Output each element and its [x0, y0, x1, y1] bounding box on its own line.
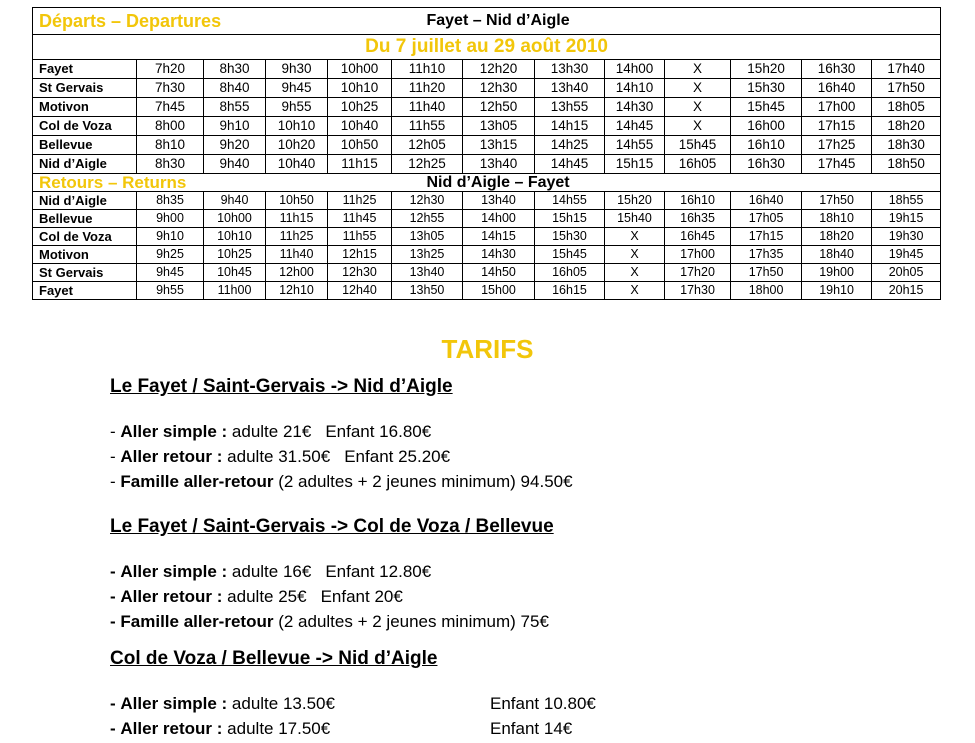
time-cell: X — [665, 60, 731, 79]
bullet-dash: - — [110, 472, 116, 491]
time-cell: 17h35 — [731, 246, 802, 264]
time-cell: 9h10 — [204, 117, 266, 136]
fare-type-label: Aller retour : — [120, 719, 223, 738]
timetable — [32, 7, 941, 300]
stop-name: St Gervais — [33, 264, 137, 282]
time-cell: 13h40 — [392, 264, 463, 282]
time-cell: 16h40 — [802, 79, 872, 98]
departures-row — [33, 117, 941, 136]
time-cell: 11h45 — [328, 210, 392, 228]
time-cell: 16h35 — [665, 210, 731, 228]
time-cell: 17h25 — [802, 136, 872, 155]
time-cell: 18h20 — [872, 117, 941, 136]
child-fare: Enfant 16.80€ — [325, 422, 432, 441]
child-fare: Enfant 10.80€ — [490, 694, 596, 713]
time-cell: 14h15 — [463, 228, 535, 246]
time-cell: 16h05 — [535, 264, 605, 282]
adult-fare: (2 adultes + 2 jeunes minimum) 75€ — [278, 612, 549, 631]
time-cell: 13h55 — [535, 98, 605, 117]
bullet-dash: - — [110, 422, 116, 441]
time-cell: 16h45 — [665, 228, 731, 246]
returns-label: Retours – Returns — [33, 174, 266, 192]
time-cell: 11h40 — [392, 98, 463, 117]
time-cell: 12h20 — [463, 60, 535, 79]
fare-type-label: Aller simple : — [120, 694, 228, 713]
time-cell: X — [605, 228, 665, 246]
time-cell: 8h00 — [137, 117, 204, 136]
tarif-section-heading: Col de Voza / Bellevue -> Nid d’Aigle — [110, 648, 438, 669]
time-cell: 8h10 — [137, 136, 204, 155]
time-cell: 11h00 — [204, 282, 266, 300]
time-cell: 15h00 — [463, 282, 535, 300]
time-cell: 10h10 — [266, 117, 328, 136]
time-cell: 8h30 — [137, 155, 204, 174]
time-cell: 7h20 — [137, 60, 204, 79]
time-cell: 9h55 — [266, 98, 328, 117]
returns-route: Nid d’Aigle – Fayet — [266, 174, 731, 192]
time-cell: 13h40 — [463, 155, 535, 174]
time-cell: 14h55 — [605, 136, 665, 155]
time-cell: 9h10 — [137, 228, 204, 246]
time-cell: X — [605, 246, 665, 264]
time-cell: 13h40 — [535, 79, 605, 98]
tarif-section-heading: Le Fayet / Saint-Gervais -> Col de Voza / Bellevue — [110, 516, 554, 537]
time-cell: 15h40 — [605, 210, 665, 228]
time-cell: 12h40 — [328, 282, 392, 300]
time-cell: 11h25 — [328, 192, 392, 210]
time-cell: 16h00 — [731, 117, 802, 136]
time-cell: 18h40 — [802, 246, 872, 264]
time-cell: 19h30 — [872, 228, 941, 246]
fare-type-label: Aller retour : — [120, 447, 223, 466]
bullet-dash: - — [110, 587, 116, 606]
returns-row — [33, 264, 941, 282]
departures-header-row — [33, 8, 941, 35]
time-cell: 15h45 — [665, 136, 731, 155]
tarif-line — [110, 584, 930, 609]
time-cell: 14h15 — [535, 117, 605, 136]
time-cell: 18h55 — [872, 192, 941, 210]
time-cell: 12h30 — [463, 79, 535, 98]
time-cell: 17h15 — [802, 117, 872, 136]
stop-name: Motivon — [33, 246, 137, 264]
returns-header-row — [33, 174, 941, 192]
time-cell: 15h15 — [535, 210, 605, 228]
time-cell: 10h10 — [204, 228, 266, 246]
departures-row — [33, 79, 941, 98]
bullet-dash: - — [110, 719, 116, 738]
time-cell: 17h45 — [802, 155, 872, 174]
returns-row — [33, 228, 941, 246]
time-cell: 14h55 — [535, 192, 605, 210]
time-cell: 13h40 — [463, 192, 535, 210]
time-cell: 17h00 — [665, 246, 731, 264]
adult-fare: adulte 17.50€ — [227, 719, 331, 738]
time-cell: 10h00 — [204, 210, 266, 228]
adult-fare: adulte 13.50€ — [231, 694, 335, 713]
tarifs-title: TARIFS — [441, 334, 534, 364]
stop-name: St Gervais — [33, 79, 137, 98]
tarif-section-fayet-col-de-voza — [110, 515, 930, 634]
time-cell: 19h00 — [802, 264, 872, 282]
bullet-dash: - — [110, 694, 116, 713]
tarif-section-col-de-voza-nid-aigle — [110, 647, 930, 741]
fare-type-label: Aller simple : — [120, 562, 228, 581]
time-cell: 19h10 — [802, 282, 872, 300]
time-cell: 11h15 — [266, 210, 328, 228]
adult-fare: adulte 21€ — [231, 422, 312, 441]
time-cell: 16h30 — [802, 60, 872, 79]
time-cell: 12h25 — [392, 155, 463, 174]
time-cell: 12h10 — [266, 282, 328, 300]
time-cell: 11h20 — [392, 79, 463, 98]
time-cell: 17h40 — [872, 60, 941, 79]
time-cell: 15h30 — [731, 79, 802, 98]
stop-name: Fayet — [33, 282, 137, 300]
time-cell: 10h40 — [266, 155, 328, 174]
time-cell: 18h20 — [802, 228, 872, 246]
departures-route: Fayet – Nid d’Aigle — [266, 8, 731, 35]
time-cell: 10h25 — [328, 98, 392, 117]
tarif-line — [110, 559, 930, 584]
time-cell: 8h55 — [204, 98, 266, 117]
time-cell: 14h10 — [605, 79, 665, 98]
time-cell: 16h05 — [665, 155, 731, 174]
bullet-dash: - — [110, 447, 116, 466]
child-fare: Enfant 14€ — [490, 719, 573, 738]
time-cell: 14h30 — [605, 98, 665, 117]
time-cell: 14h00 — [463, 210, 535, 228]
tarif-line — [110, 444, 930, 469]
time-cell: 16h15 — [535, 282, 605, 300]
time-cell: 13h50 — [392, 282, 463, 300]
time-cell: X — [665, 79, 731, 98]
time-cell: 16h40 — [731, 192, 802, 210]
time-cell: 9h55 — [137, 282, 204, 300]
time-cell: 9h00 — [137, 210, 204, 228]
time-cell: 15h20 — [731, 60, 802, 79]
time-cell: 14h30 — [463, 246, 535, 264]
adult-fare: adulte 25€ — [227, 587, 307, 606]
time-cell: 10h20 — [266, 136, 328, 155]
time-cell: 18h05 — [872, 98, 941, 117]
fare-type-label: Famille aller-retour — [120, 612, 274, 631]
time-cell: 7h45 — [137, 98, 204, 117]
time-cell: 14h25 — [535, 136, 605, 155]
fare-type-label: Aller simple : — [120, 422, 228, 441]
fare-type-label: Famille aller-retour — [120, 472, 274, 491]
time-cell: 15h45 — [535, 246, 605, 264]
time-cell: 10h50 — [266, 192, 328, 210]
stop-name: Nid d’Aigle — [33, 192, 137, 210]
stop-name: Col de Voza — [33, 117, 137, 136]
stop-name: Bellevue — [33, 210, 137, 228]
departures-row — [33, 60, 941, 79]
time-cell: 13h30 — [535, 60, 605, 79]
tarif-line — [110, 469, 930, 494]
returns-row — [33, 192, 941, 210]
returns-row — [33, 246, 941, 264]
time-cell: 19h15 — [872, 210, 941, 228]
departures-table — [33, 8, 941, 174]
returns-row — [33, 210, 941, 228]
time-cell: 12h30 — [328, 264, 392, 282]
time-cell: 10h10 — [328, 79, 392, 98]
departures-row — [33, 98, 941, 117]
tarif-section-fayet-nid-aigle — [110, 375, 930, 494]
bullet-dash: - — [110, 612, 116, 631]
time-cell: 12h05 — [392, 136, 463, 155]
time-cell: 11h40 — [266, 246, 328, 264]
time-cell: 9h45 — [137, 264, 204, 282]
tarif-line — [110, 716, 930, 741]
time-cell: 12h15 — [328, 246, 392, 264]
time-cell: 8h40 — [204, 79, 266, 98]
time-cell: 12h30 — [392, 192, 463, 210]
adult-fare: (2 adultes + 2 jeunes minimum) 94.50€ — [278, 472, 573, 491]
time-cell: 10h50 — [328, 136, 392, 155]
tarif-line — [110, 691, 930, 716]
time-cell: 17h50 — [802, 192, 872, 210]
child-fare: Enfant 20€ — [320, 587, 403, 606]
time-cell: 17h05 — [731, 210, 802, 228]
stop-name: Nid d’Aigle — [33, 155, 137, 174]
departures-row — [33, 155, 941, 174]
time-cell: 9h30 — [266, 60, 328, 79]
time-cell: 10h40 — [328, 117, 392, 136]
time-cell: 15h20 — [605, 192, 665, 210]
period-row — [33, 35, 941, 60]
time-cell: 17h20 — [665, 264, 731, 282]
stop-name: Col de Voza — [33, 228, 137, 246]
time-cell: 13h25 — [392, 246, 463, 264]
time-cell: 20h15 — [872, 282, 941, 300]
time-cell: 11h25 — [266, 228, 328, 246]
time-cell: 11h55 — [392, 117, 463, 136]
time-cell: 11h55 — [328, 228, 392, 246]
child-fare: Enfant 25.20€ — [344, 447, 451, 466]
period-banner: Du 7 juillet au 29 août 2010 — [33, 35, 941, 60]
time-cell: 17h00 — [802, 98, 872, 117]
time-cell: 19h45 — [872, 246, 941, 264]
time-cell: 12h55 — [392, 210, 463, 228]
time-cell: 17h30 — [665, 282, 731, 300]
time-cell: 14h50 — [463, 264, 535, 282]
time-cell: 10h45 — [204, 264, 266, 282]
time-cell: 9h20 — [204, 136, 266, 155]
stop-name: Fayet — [33, 60, 137, 79]
time-cell: 7h30 — [137, 79, 204, 98]
time-cell: 17h50 — [872, 79, 941, 98]
time-cell: 20h05 — [872, 264, 941, 282]
time-cell: 18h30 — [872, 136, 941, 155]
returns-row — [33, 282, 941, 300]
time-cell: 13h15 — [463, 136, 535, 155]
time-cell: X — [605, 264, 665, 282]
time-cell: 17h50 — [731, 264, 802, 282]
departures-row — [33, 136, 941, 155]
time-cell: 12h00 — [266, 264, 328, 282]
adult-fare: adulte 31.50€ — [227, 447, 331, 466]
time-cell: 13h05 — [392, 228, 463, 246]
time-cell: 15h15 — [605, 155, 665, 174]
time-cell: 9h45 — [266, 79, 328, 98]
time-cell: X — [665, 117, 731, 136]
time-cell: X — [605, 282, 665, 300]
time-cell: 11h10 — [392, 60, 463, 79]
time-cell: 8h35 — [137, 192, 204, 210]
time-cell: 14h45 — [535, 155, 605, 174]
time-cell: 10h00 — [328, 60, 392, 79]
time-cell: 16h10 — [731, 136, 802, 155]
time-cell: 18h10 — [802, 210, 872, 228]
time-cell: 15h30 — [535, 228, 605, 246]
time-cell: 13h05 — [463, 117, 535, 136]
time-cell: 9h40 — [204, 192, 266, 210]
tarif-line — [110, 419, 930, 444]
time-cell: 9h25 — [137, 246, 204, 264]
time-cell: X — [665, 98, 731, 117]
tarif-line — [110, 609, 930, 634]
time-cell: 15h45 — [731, 98, 802, 117]
time-cell: 12h50 — [463, 98, 535, 117]
time-cell: 10h25 — [204, 246, 266, 264]
time-cell: 8h30 — [204, 60, 266, 79]
tarif-section-heading: Le Fayet / Saint-Gervais -> Nid d’Aigle — [110, 376, 453, 397]
stop-name: Motivon — [33, 98, 137, 117]
time-cell: 16h30 — [731, 155, 802, 174]
time-cell: 18h00 — [731, 282, 802, 300]
time-cell: 11h15 — [328, 155, 392, 174]
time-cell: 16h10 — [665, 192, 731, 210]
time-cell: 17h15 — [731, 228, 802, 246]
time-cell: 14h45 — [605, 117, 665, 136]
stop-name: Bellevue — [33, 136, 137, 155]
departures-label: Départs – Departures — [33, 8, 266, 35]
adult-fare: adulte 16€ — [231, 562, 312, 581]
bullet-dash: - — [110, 562, 116, 581]
time-cell: 9h40 — [204, 155, 266, 174]
fare-type-label: Aller retour : — [120, 587, 223, 606]
child-fare: Enfant 12.80€ — [325, 562, 432, 581]
time-cell: 14h00 — [605, 60, 665, 79]
time-cell: 18h50 — [872, 155, 941, 174]
returns-table — [33, 174, 941, 300]
